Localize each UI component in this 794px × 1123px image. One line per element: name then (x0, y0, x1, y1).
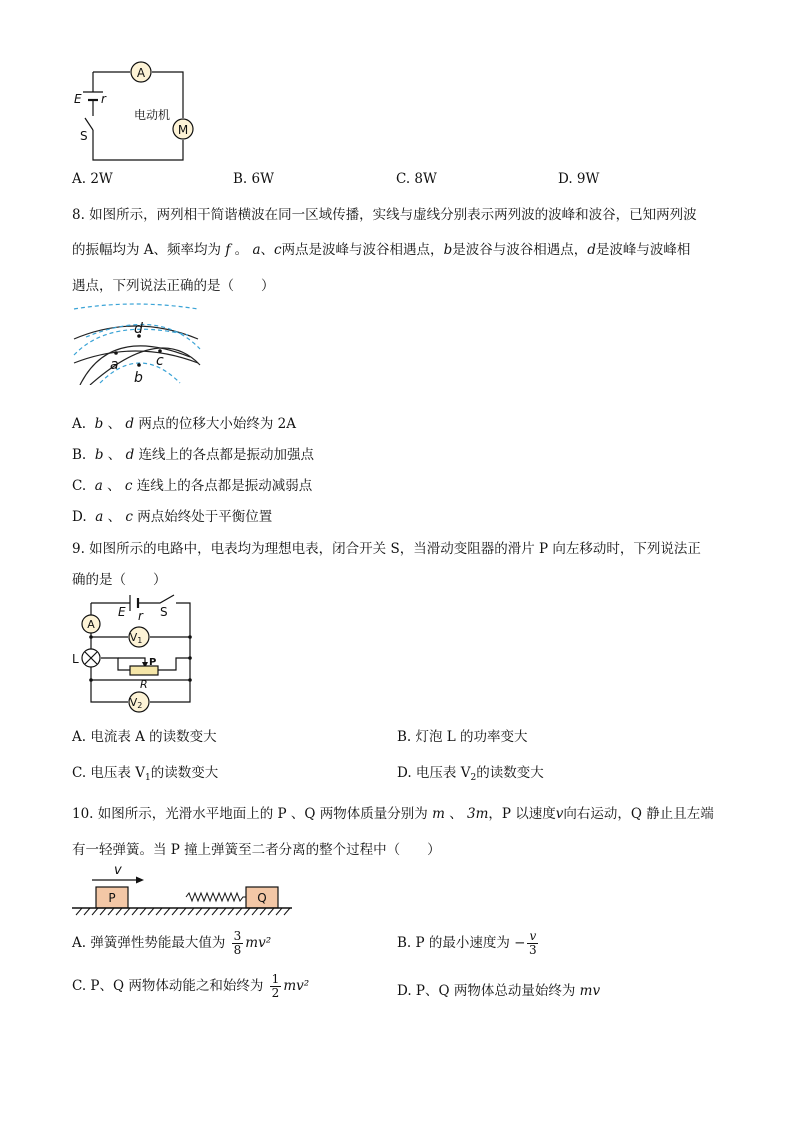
q8-option-a-text: 两点的位移大小始终为 2A (138, 416, 296, 432)
q8-sep-1: 、 (260, 242, 274, 258)
q10-option-a-fraction (232, 930, 244, 957)
q7-option-c: C. 8W (396, 171, 437, 187)
q7-ammeter-label: A (136, 66, 146, 80)
q8-fig-b: b (134, 370, 143, 385)
q10-var-3m: 3m (467, 806, 489, 822)
q7-switch-label: S (80, 129, 88, 143)
q8-line2-a: 的振幅均为 A、频率均为 (72, 242, 222, 258)
q8-option-c-label: C. (72, 478, 87, 494)
q7-circuit-figure (70, 58, 220, 168)
q10-option-c (72, 973, 309, 1000)
q8-var-f: f (225, 242, 231, 258)
q7-option-b: B. 6W (233, 171, 274, 187)
q10-option-b (397, 930, 540, 957)
q9-option-d-pre: D. 电压表 V (397, 765, 471, 781)
q8-line2-b: 。 (234, 242, 249, 258)
q8-stem-line3: 遇点，下列说法正确的是（ ） (72, 278, 275, 294)
q8-line2-c: 两点是波峰与波谷相遇点， (281, 242, 444, 258)
q8-option-c-sep: 、 (107, 478, 121, 494)
q8-option-a-label: A. (72, 416, 87, 432)
q10-option-a-den: 8 (233, 943, 242, 957)
q8-option-d (72, 505, 272, 525)
q7-r-label: r (101, 92, 106, 106)
q9-lamp-label: L (72, 652, 79, 666)
q10-fig-v: v (114, 863, 122, 878)
q9-r-label: r (138, 609, 143, 623)
q7-motor-text: 电动机 (134, 108, 171, 122)
q8-option-b-text: 连线上的各点都是振动加强点 (138, 447, 315, 463)
q10-stem-line1 (72, 802, 714, 822)
q9-option-c-pre: C. 电压表 V (72, 765, 145, 781)
q9-option-d (397, 761, 544, 783)
q10-line1-b: ，P 以速度 (488, 806, 556, 822)
q8-option-c-var2: c (124, 478, 133, 494)
q10-collision-figure (70, 862, 295, 920)
q8-option-c-var1: a (94, 478, 103, 494)
q10-option-d-expr: mv (579, 983, 601, 999)
q8-option-d-var2: c (125, 509, 133, 525)
q8-var-a: a (252, 242, 261, 258)
q9-stem-line1: 9. 如图所示的电路中，电表均为理想电表，闭合开关 S，当滑动变阻器的滑片 P 向左移动时，下列说法正 (72, 541, 701, 557)
q9-option-d-post: 的读数变大 (476, 765, 544, 781)
q10-line1-c: 向右运动，Q 静止且左端 (563, 806, 714, 822)
q10-option-c-num: 1 (271, 972, 280, 986)
q8-option-d-var1: a (95, 509, 104, 525)
q10-fig-p: P (108, 891, 116, 905)
q10-option-c-pre: C. P、Q 两物体动能之和始终为 (72, 978, 264, 994)
q8-var-b: b (443, 242, 453, 258)
q9-option-c (72, 761, 218, 783)
q10-line1-a: 10. 如图所示，光滑水平地面上的 P 、Q 两物体质量分别为 (72, 806, 428, 822)
q10-option-a-expr: mv² (245, 935, 272, 951)
q10-option-a-num: 3 (233, 929, 242, 943)
q9-option-b: B. 灯泡 L 的功率变大 (397, 729, 528, 745)
q8-option-b (72, 443, 314, 463)
q10-option-b-num: v (529, 929, 537, 943)
q10-var-m: m (432, 806, 445, 822)
q8-option-a-var2: d (125, 416, 135, 432)
q10-option-a-pre: A. 弹簧弹性势能最大值为 (72, 935, 226, 951)
q8-option-b-var1: b (94, 447, 104, 463)
q8-line2-e: 是波峰与波峰相 (595, 242, 691, 258)
q8-option-a (72, 412, 296, 432)
q8-line2-d: 是波谷与波谷相遇点， (452, 242, 588, 258)
q9-rheostat-label: R (140, 678, 148, 691)
q8-option-a-sep: 、 (107, 416, 122, 432)
q8-option-c-text: 连线上的各点都是振动减弱点 (136, 478, 313, 494)
q9-v1-label: V1 (129, 631, 143, 645)
q9-option-c-post: 的读数变大 (150, 765, 219, 781)
q10-option-d-pre: D. P、Q 两物体总动量始终为 (397, 983, 576, 999)
q10-option-b-den: 3 (529, 943, 537, 957)
q8-option-b-label: B. (72, 447, 87, 463)
q10-var-v: v (555, 806, 564, 822)
q9-option-c-sub: 1 (144, 773, 151, 783)
q9-stem-line2: 确的是（ ） (72, 572, 167, 588)
q10-option-c-den: 2 (271, 986, 280, 1000)
q10-option-c-expr: mv² (283, 978, 310, 994)
q8-var-d: d (587, 242, 596, 258)
q8-option-b-sep: 、 (107, 447, 122, 463)
q8-fig-d: d (134, 321, 143, 337)
q8-option-c (72, 474, 312, 494)
q8-option-a-var1: b (94, 416, 104, 432)
q7-emf-label: E (74, 92, 82, 106)
q8-stem-line2 (72, 238, 690, 258)
q10-spring (186, 893, 246, 901)
q9-circuit-figure (70, 590, 200, 715)
q10-option-a (72, 930, 271, 957)
q8-fig-a: a (110, 357, 119, 373)
q8-wave-figure (70, 303, 205, 385)
q9-emf-label: E (118, 605, 126, 619)
q8-option-d-text: 两点始终处于平衡位置 (137, 509, 273, 525)
q8-fig-c: c (156, 353, 164, 369)
q9-option-d-sub: 2 (470, 773, 477, 783)
q10-option-c-fraction (270, 973, 282, 1000)
q8-var-c: c (274, 242, 282, 258)
q9-ammeter-label: A (87, 618, 95, 631)
q9-v2-label: V2 (129, 696, 143, 710)
q7-motor-label: M (177, 123, 189, 137)
q9-slider-label: P (149, 657, 157, 668)
q10-sep: 、 (449, 806, 463, 822)
q9-switch-label: S (160, 605, 168, 619)
q8-option-d-label: D. (72, 509, 87, 525)
q9-option-a: A. 电流表 A 的读数变大 (72, 729, 217, 745)
q7-option-a: A. 2W (72, 171, 113, 187)
q8-stem-line1: 8. 如图所示，两列相干简谐横波在同一区域传播，实线与虚线分别表示两列波的波峰和波谷，已知两列波 (72, 207, 697, 223)
q10-option-d (397, 979, 600, 999)
q10-option-b-pre: B. P 的最小速度为 − (397, 935, 526, 951)
q10-stem-line2: 有一轻弹簧。当 P 撞上弹簧至二者分离的整个过程中（ ） (72, 842, 441, 858)
q10-option-b-fraction (527, 930, 538, 957)
q8-option-b-var2: d (125, 447, 135, 463)
q8-option-d-sep: 、 (107, 509, 122, 525)
q7-option-d: D. 9W (558, 171, 600, 187)
q10-fig-q: Q (257, 891, 267, 905)
